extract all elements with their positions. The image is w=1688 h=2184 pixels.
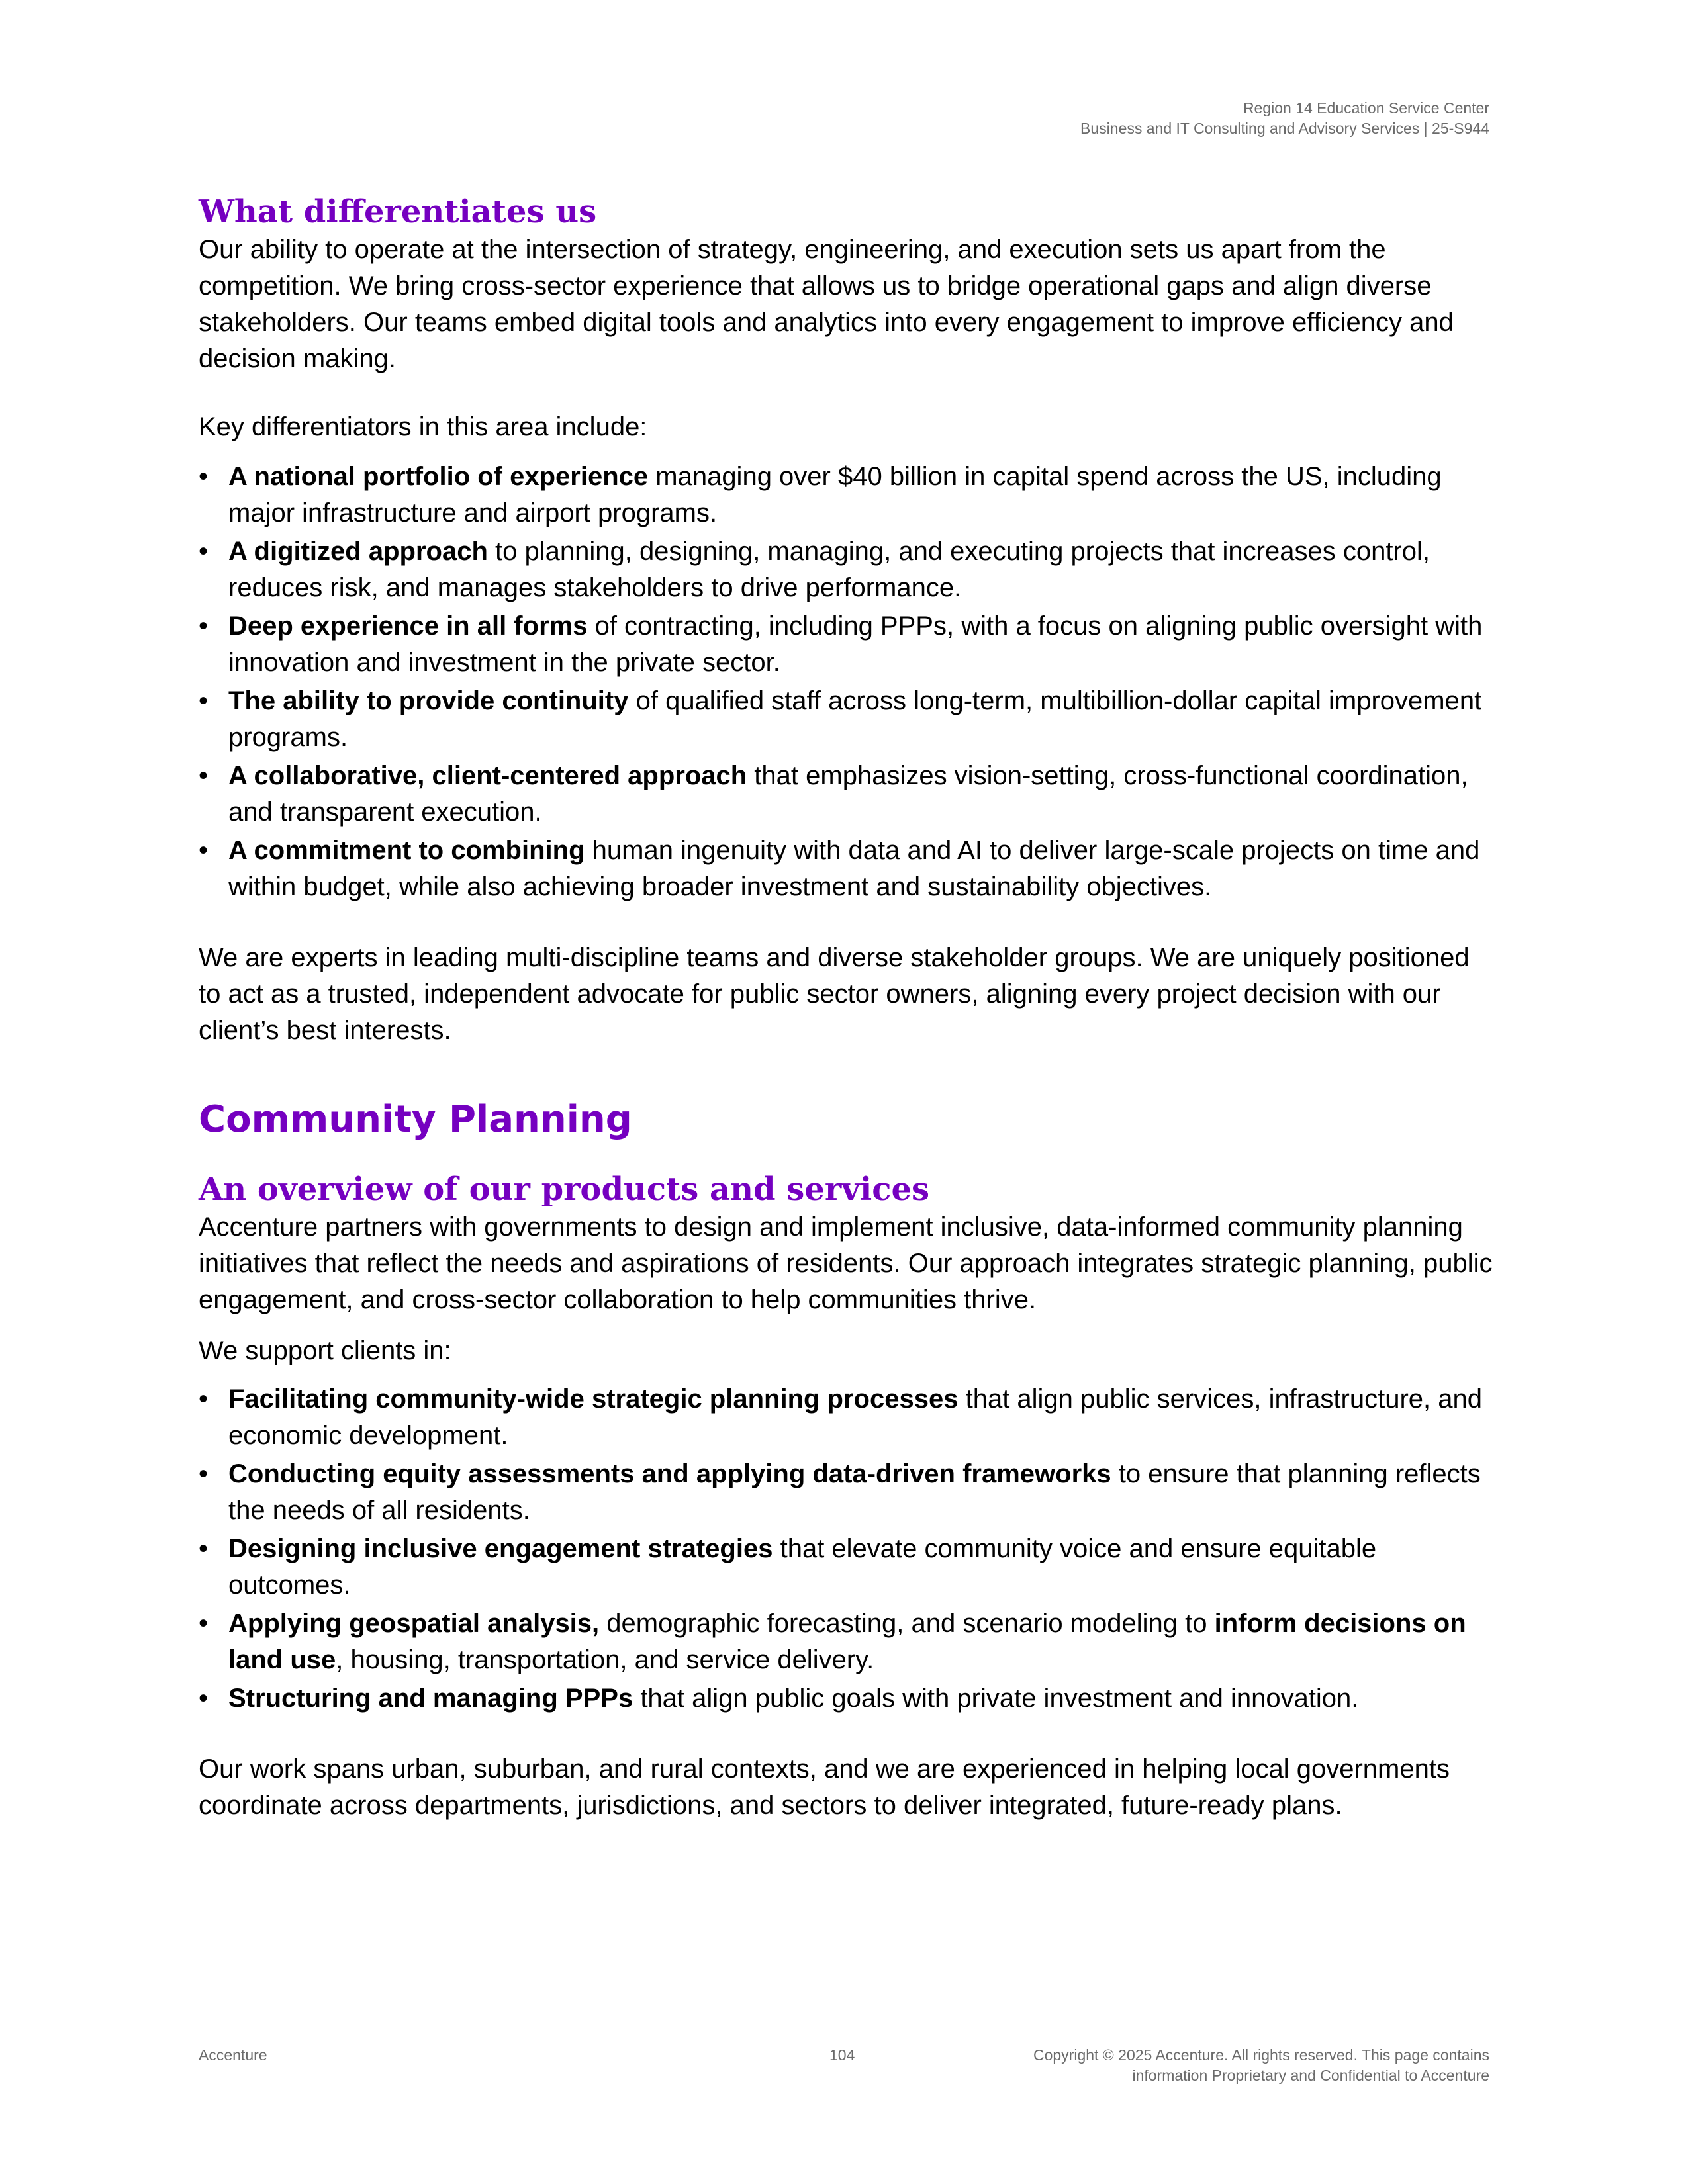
- bullet-icon: •: [199, 1534, 209, 1563]
- bullet-icon: •: [199, 1459, 209, 1488]
- support-lead: We support clients in:: [199, 1336, 451, 1365]
- section-title-differentiates: What differentiates us: [199, 193, 597, 230]
- list-item: [199, 1606, 1496, 1678]
- bullet-text: that align public services, infrastructure, and economic development.: [228, 1385, 1482, 1450]
- bullet-bold-text: Conducting equity assessments and applying data-driven frameworks: [228, 1459, 1111, 1488]
- list-item: [199, 833, 1496, 905]
- bullet-text: that emphasizes vision-setting, cross-functional coordination, and transparent execution.: [228, 761, 1468, 827]
- list-item: [199, 459, 1496, 531]
- bullet-icon: •: [199, 761, 209, 790]
- copyright-line-2: information Proprietary and Confidential to Accenture: [1132, 2067, 1489, 2084]
- bullet-bold-text: Deep experience in all forms: [228, 612, 588, 641]
- bullet-bold-text: Structuring and managing PPPs: [228, 1684, 633, 1713]
- list-item: [199, 1531, 1496, 1604]
- bullet-bold-text: A commitment to combining: [228, 836, 585, 865]
- document-body: [199, 192, 1496, 1824]
- list-item: [199, 1381, 1496, 1454]
- bullet-icon: •: [199, 1385, 209, 1414]
- bullet-text: , housing, transportation, and service delivery.: [336, 1645, 874, 1674]
- bullet-text: to ensure that planning reflects the needs of all residents.: [228, 1459, 1481, 1525]
- bullet-icon: •: [199, 612, 209, 641]
- header-line-1: Region 14 Education Service Center: [1243, 99, 1489, 116]
- bullet-text: that elevate community voice and ensure equitable outcomes.: [228, 1534, 1377, 1600]
- bullet-icon: •: [199, 537, 209, 566]
- list-item: [199, 758, 1496, 831]
- bullet-bold-text: Applying geospatial analysis,: [228, 1609, 600, 1638]
- page-number: 104: [829, 2046, 855, 2064]
- list-item: [199, 683, 1496, 756]
- differentiators-lead: Key differentiators in this area include:: [199, 412, 647, 441]
- bullet-text: to planning, designing, managing, and executing projects that increases control, reduces risk, and manages stakeholders to drive performance.: [228, 537, 1430, 602]
- list-item: [199, 608, 1496, 681]
- bullet-text: human ingenuity with data and AI to deliver large-scale projects on time and within budget, while also achieving broader investment and sustainability objectives.: [228, 836, 1480, 901]
- bullet-text: of contracting, including PPPs, with a focus on aligning public oversight with innovation and investment in the private sector.: [228, 612, 1483, 677]
- list-item: [199, 1680, 1496, 1717]
- bullet-bold-text: The ability to provide continuity: [228, 686, 629, 715]
- bullet-icon: •: [199, 686, 209, 715]
- copyright-line-1: Copyright © 2025 Accenture. All rights reserved. This page contains: [1033, 2046, 1489, 2064]
- bullet-bold-text: A national portfolio of experience: [228, 462, 649, 491]
- support-list: [199, 1381, 1496, 1717]
- overview-intro: Accenture partners with governments to design and implement inclusive, data-informed community planning initiatives that reflect the needs and aspirations of residents. Our approach integrates strategic planning, public engagement, and cross-sector collaboration to help communities thrive.: [199, 1212, 1493, 1314]
- differentiates-closing: We are experts in leading multi-discipline teams and diverse stakeholder groups. We are uniquely positioned to act as a trusted, independent advocate for public sector owners, aligning every project decision with our client’s best interests.: [199, 943, 1470, 1045]
- bullet-text: of qualified staff across long-term, multibillion-dollar capital improvement programs.: [228, 686, 1482, 752]
- differentiators-list: [199, 459, 1496, 905]
- section-subtitle-overview: An overview of our products and services: [199, 1171, 930, 1208]
- bullet-text: demographic forecasting, and scenario modeling to: [599, 1609, 1215, 1638]
- footer-company: Accenture: [199, 2046, 267, 2064]
- bullet-bold-text: A digitized approach: [228, 537, 488, 566]
- bullet-text: managing over $40 billion in capital spend across the US, including major infrastructure and airport programs.: [228, 462, 1442, 527]
- bullet-icon: •: [199, 1684, 209, 1713]
- bullet-bold-text: inform decisions on land use: [228, 1609, 1466, 1674]
- bullet-icon: •: [199, 1609, 209, 1638]
- bullet-icon: •: [199, 462, 209, 491]
- section-heading-community-planning: Community Planning: [199, 1098, 632, 1141]
- header-line-2: Business and IT Consulting and Advisory Services | 25-S944: [1080, 120, 1489, 137]
- differentiates-intro: Our ability to operate at the intersection of strategy, engineering, and execution sets us apart from the competition. We bring cross-sector experience that allows us to bridge operational gaps and align diverse stakeholders. Our teams embed digital tools and analytics into every engagement to improve efficiency and decision making.: [199, 235, 1454, 373]
- bullet-text: that align public goals with private investment and innovation.: [633, 1684, 1359, 1713]
- bullet-bold-text: Designing inclusive engagement strategies: [228, 1534, 773, 1563]
- bullet-bold-text: A collaborative, client-centered approach: [228, 761, 747, 790]
- bullet-icon: •: [199, 836, 209, 865]
- list-item: [199, 533, 1496, 606]
- footer-copyright: [1033, 2045, 1489, 2086]
- page-header: [1080, 98, 1489, 139]
- bullet-bold-text: Facilitating community-wide strategic planning processes: [228, 1385, 959, 1414]
- overview-closing: Our work spans urban, suburban, and rural contexts, and we are experienced in helping local governments coordinate across departments, jurisdictions, and sectors to deliver integrated, future-ready plans.: [199, 1754, 1450, 1820]
- list-item: [199, 1456, 1496, 1529]
